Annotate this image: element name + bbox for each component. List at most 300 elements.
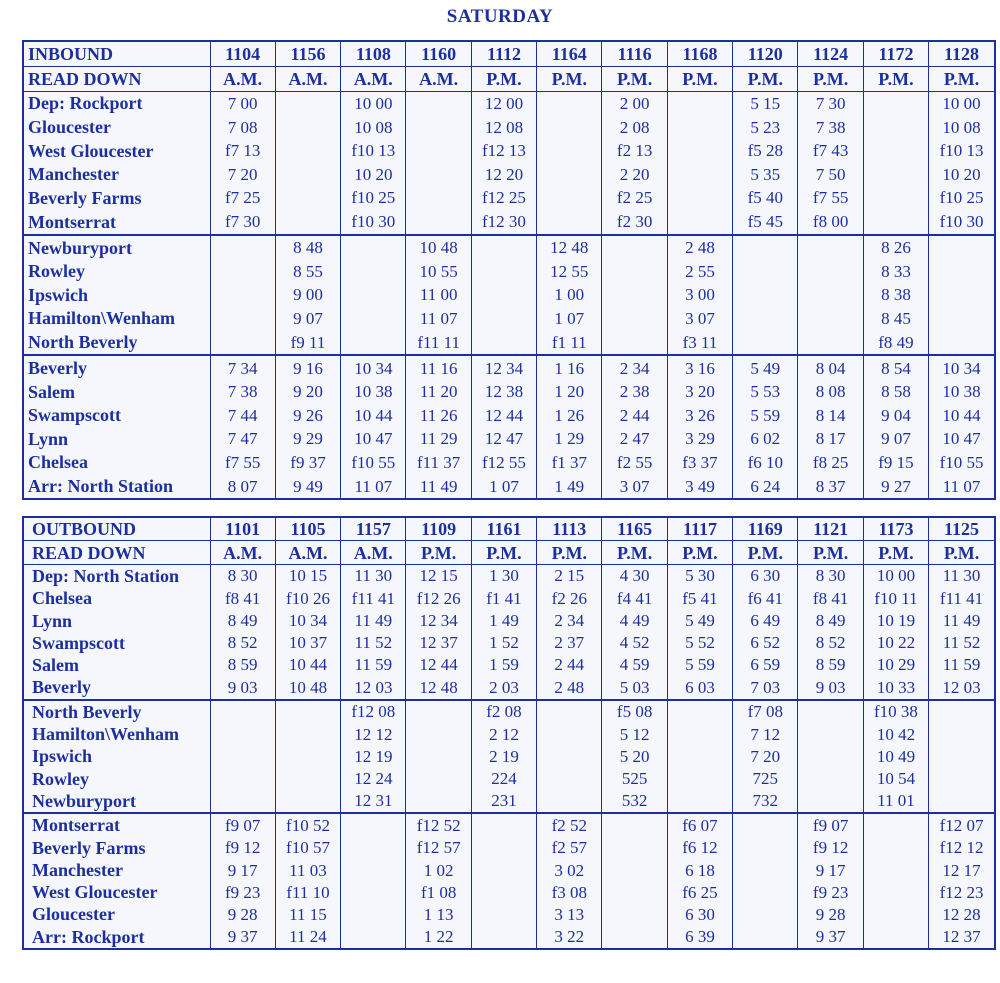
departure-time: 532 bbox=[602, 790, 667, 813]
departure-time: 12 38 bbox=[471, 380, 536, 404]
departure-time: 5 23 bbox=[733, 115, 798, 139]
departure-time: 12 37 bbox=[929, 926, 994, 948]
station-row bbox=[24, 587, 994, 609]
departure-time: f1 08 bbox=[406, 881, 471, 903]
departure-time: 10 22 bbox=[863, 632, 928, 654]
departure-time: 7 30 bbox=[798, 91, 863, 115]
departure-time: f7 30 bbox=[210, 210, 275, 235]
departure-time: f11 37 bbox=[406, 451, 471, 475]
departure-time: 10 42 bbox=[863, 723, 928, 745]
station-name: Montserrat bbox=[28, 211, 116, 232]
station-name: Beverly Farms bbox=[32, 837, 146, 858]
train-number: 1168 bbox=[667, 42, 732, 66]
departure-time bbox=[667, 700, 732, 723]
departure-time bbox=[406, 790, 471, 813]
station-name: Hamilton\Wenham bbox=[28, 308, 176, 329]
am-pm-label: P.M. bbox=[733, 541, 798, 564]
departure-time: 7 38 bbox=[798, 115, 863, 139]
am-pm-label: P.M. bbox=[602, 66, 667, 91]
departure-time bbox=[602, 926, 667, 948]
departure-time bbox=[602, 330, 667, 355]
departure-time bbox=[341, 926, 406, 948]
departure-time: f9 23 bbox=[798, 881, 863, 903]
departure-time: 10 34 bbox=[275, 609, 340, 631]
departure-time: 3 49 bbox=[667, 474, 732, 498]
departure-time: f6 41 bbox=[733, 587, 798, 609]
station-name: Beverly bbox=[24, 355, 210, 380]
departure-time: 9 37 bbox=[210, 926, 275, 948]
departure-time bbox=[471, 330, 536, 355]
station-name: Lynn bbox=[28, 428, 69, 449]
departure-time: f9 15 bbox=[863, 451, 928, 475]
station-name: Swampscott bbox=[32, 632, 125, 653]
departure-time: 8 37 bbox=[798, 474, 863, 498]
departure-time: f1 41 bbox=[471, 587, 536, 609]
departure-time: 10 00 bbox=[929, 91, 994, 115]
am-pm-label: P.M. bbox=[929, 66, 994, 91]
departure-time: 12 47 bbox=[471, 427, 536, 451]
departure-time: 5 49 bbox=[733, 355, 798, 380]
departure-time bbox=[275, 790, 340, 813]
departure-time bbox=[537, 91, 602, 115]
departure-time: 5 59 bbox=[667, 654, 732, 676]
inbound-label: INBOUND bbox=[24, 42, 210, 66]
departure-time: 3 07 bbox=[667, 307, 732, 331]
departure-time bbox=[210, 723, 275, 745]
train-number: 1117 bbox=[667, 518, 732, 541]
departure-time bbox=[733, 307, 798, 331]
departure-time bbox=[863, 186, 928, 210]
departure-time bbox=[863, 813, 928, 836]
departure-time bbox=[798, 790, 863, 813]
departure-time: 1 29 bbox=[537, 427, 602, 451]
departure-time bbox=[733, 881, 798, 903]
am-pm-label: P.M. bbox=[471, 541, 536, 564]
departure-time bbox=[602, 837, 667, 859]
departure-time: f10 57 bbox=[275, 837, 340, 859]
station-row bbox=[24, 355, 994, 380]
station-name: Gloucester bbox=[28, 117, 111, 138]
departure-time bbox=[406, 210, 471, 235]
am-pm-label: P.M. bbox=[863, 66, 928, 91]
station-name: Salem bbox=[28, 381, 75, 402]
departure-time: f11 41 bbox=[929, 587, 994, 609]
departure-time: 11 15 bbox=[275, 903, 340, 925]
station-row bbox=[24, 564, 994, 587]
departure-time bbox=[602, 859, 667, 881]
departure-time: f10 11 bbox=[863, 587, 928, 609]
departure-time: 1 02 bbox=[406, 859, 471, 881]
departure-time: 11 59 bbox=[341, 654, 406, 676]
departure-time: 10 37 bbox=[275, 632, 340, 654]
departure-time bbox=[275, 139, 340, 163]
am-pm-label: A.M. bbox=[341, 541, 406, 564]
departure-time: 1 52 bbox=[471, 632, 536, 654]
departure-time bbox=[667, 163, 732, 187]
station-row bbox=[24, 451, 994, 475]
departure-time bbox=[667, 186, 732, 210]
departure-time: 224 bbox=[471, 768, 536, 790]
departure-time: 10 48 bbox=[275, 676, 340, 699]
departure-time: 8 30 bbox=[210, 564, 275, 587]
departure-time: 2 48 bbox=[667, 235, 732, 260]
departure-time: 9 03 bbox=[798, 676, 863, 699]
station-row bbox=[24, 163, 994, 187]
outbound-header-row bbox=[24, 518, 994, 541]
departure-time: 10 34 bbox=[929, 355, 994, 380]
inbound-table bbox=[24, 42, 994, 498]
departure-time: 10 00 bbox=[863, 564, 928, 587]
departure-time bbox=[863, 837, 928, 859]
departure-time: 6 52 bbox=[733, 632, 798, 654]
train-number: 1161 bbox=[471, 518, 536, 541]
station-row bbox=[24, 115, 994, 139]
departure-time: 11 52 bbox=[929, 632, 994, 654]
departure-time: 9 17 bbox=[210, 859, 275, 881]
departure-time: 5 20 bbox=[602, 745, 667, 767]
departure-time: 10 44 bbox=[275, 654, 340, 676]
departure-time: f2 08 bbox=[471, 700, 536, 723]
departure-time: f8 49 bbox=[863, 330, 928, 355]
departure-time: 7 12 bbox=[733, 723, 798, 745]
departure-time bbox=[341, 881, 406, 903]
departure-time: 7 03 bbox=[733, 676, 798, 699]
station-name: North Beverly bbox=[24, 700, 210, 723]
departure-time: 12 20 bbox=[471, 163, 536, 187]
departure-time bbox=[929, 723, 994, 745]
station-row bbox=[24, 139, 994, 163]
departure-time bbox=[537, 186, 602, 210]
departure-time: f10 52 bbox=[275, 813, 340, 836]
station-name: North Beverly bbox=[28, 332, 138, 353]
departure-time bbox=[275, 91, 340, 115]
departure-time bbox=[798, 330, 863, 355]
departure-time bbox=[471, 813, 536, 836]
departure-time: f3 11 bbox=[667, 330, 732, 355]
departure-time bbox=[471, 307, 536, 331]
station-name: Beverly Farms bbox=[28, 187, 142, 208]
departure-time: 7 47 bbox=[210, 427, 275, 451]
departure-time: 8 49 bbox=[210, 609, 275, 631]
station-row bbox=[24, 307, 994, 331]
departure-time: 11 01 bbox=[863, 790, 928, 813]
departure-time: f11 10 bbox=[275, 881, 340, 903]
station-name: Newburyport bbox=[32, 790, 136, 811]
train-number: 1113 bbox=[537, 518, 602, 541]
departure-time bbox=[210, 283, 275, 307]
am-pm-label: A.M. bbox=[275, 66, 340, 91]
departure-time: 10 44 bbox=[929, 404, 994, 428]
station-name: Rowley bbox=[32, 768, 89, 789]
departure-time: 2 12 bbox=[471, 723, 536, 745]
departure-time bbox=[537, 790, 602, 813]
departure-time: 10 20 bbox=[341, 163, 406, 187]
train-number: 1125 bbox=[929, 518, 994, 541]
departure-time: 12 15 bbox=[406, 564, 471, 587]
departure-time bbox=[929, 307, 994, 331]
departure-time: f6 10 bbox=[733, 451, 798, 475]
station-row bbox=[24, 186, 994, 210]
departure-time: 8 26 bbox=[863, 235, 928, 260]
departure-time bbox=[341, 235, 406, 260]
departure-time: 7 44 bbox=[210, 404, 275, 428]
departure-time: 10 34 bbox=[341, 355, 406, 380]
am-pm-label: A.M. bbox=[210, 541, 275, 564]
departure-time: 11 49 bbox=[929, 609, 994, 631]
departure-time bbox=[275, 163, 340, 187]
train-number: 1121 bbox=[798, 518, 863, 541]
departure-time: f4 41 bbox=[602, 587, 667, 609]
departure-time: f1 11 bbox=[537, 330, 602, 355]
departure-time: 10 08 bbox=[929, 115, 994, 139]
departure-time: 1 16 bbox=[537, 355, 602, 380]
departure-time bbox=[602, 881, 667, 903]
departure-time: 7 20 bbox=[733, 745, 798, 767]
departure-time: 2 00 bbox=[602, 91, 667, 115]
departure-time: f10 26 bbox=[275, 587, 340, 609]
departure-time: 12 44 bbox=[406, 654, 471, 676]
station-name: Ipswich bbox=[32, 746, 93, 767]
departure-time: 231 bbox=[471, 790, 536, 813]
departure-time: f12 57 bbox=[406, 837, 471, 859]
departure-time bbox=[275, 186, 340, 210]
departure-time bbox=[929, 790, 994, 813]
departure-time: 6 03 bbox=[667, 676, 732, 699]
departure-time: 1 00 bbox=[537, 283, 602, 307]
departure-time: f9 11 bbox=[275, 330, 340, 355]
departure-time: 3 13 bbox=[537, 903, 602, 925]
station-row bbox=[24, 474, 994, 498]
departure-time bbox=[275, 768, 340, 790]
departure-time: 11 49 bbox=[406, 474, 471, 498]
departure-time: 4 49 bbox=[602, 609, 667, 631]
am-pm-label: A.M. bbox=[406, 66, 471, 91]
departure-time: f5 45 bbox=[733, 210, 798, 235]
departure-time: 3 26 bbox=[667, 404, 732, 428]
departure-time: 732 bbox=[733, 790, 798, 813]
departure-time: f11 41 bbox=[341, 587, 406, 609]
station-row bbox=[24, 632, 994, 654]
departure-time: f3 37 bbox=[667, 451, 732, 475]
train-number: 1101 bbox=[210, 518, 275, 541]
departure-time: f6 25 bbox=[667, 881, 732, 903]
departure-time: 9 00 bbox=[275, 283, 340, 307]
train-number: 1172 bbox=[863, 42, 928, 66]
am-pm-label: P.M. bbox=[537, 66, 602, 91]
departure-time bbox=[602, 813, 667, 836]
station-row bbox=[24, 903, 994, 925]
station-name: Rowley bbox=[28, 261, 85, 282]
departure-time: 8 55 bbox=[275, 259, 340, 283]
am-pm-label: P.M. bbox=[602, 541, 667, 564]
departure-time: 7 08 bbox=[210, 115, 275, 139]
train-number: 1160 bbox=[406, 42, 471, 66]
train-number: 1105 bbox=[275, 518, 340, 541]
departure-time: 8 08 bbox=[798, 380, 863, 404]
station-row bbox=[24, 380, 994, 404]
am-pm-label: P.M. bbox=[929, 541, 994, 564]
departure-time bbox=[602, 307, 667, 331]
am-pm-label: P.M. bbox=[798, 66, 863, 91]
departure-time bbox=[210, 790, 275, 813]
train-number: 1112 bbox=[471, 42, 536, 66]
departure-time bbox=[667, 139, 732, 163]
departure-time: 1 13 bbox=[406, 903, 471, 925]
train-number: 1165 bbox=[602, 518, 667, 541]
departure-time: 11 07 bbox=[929, 474, 994, 498]
am-pm-label: P.M. bbox=[667, 66, 732, 91]
departure-time: 10 55 bbox=[406, 259, 471, 283]
station-row bbox=[24, 283, 994, 307]
departure-time: 11 26 bbox=[406, 404, 471, 428]
departure-time: f7 55 bbox=[210, 451, 275, 475]
departure-time: 10 54 bbox=[863, 768, 928, 790]
departure-time: 10 48 bbox=[406, 235, 471, 260]
station-name: Arr: Rockport bbox=[32, 926, 145, 947]
departure-time bbox=[210, 700, 275, 723]
departure-time: 6 30 bbox=[667, 903, 732, 925]
departure-time: f9 23 bbox=[210, 881, 275, 903]
departure-time: 7 50 bbox=[798, 163, 863, 187]
departure-time: 5 15 bbox=[733, 91, 798, 115]
departure-time: 8 59 bbox=[210, 654, 275, 676]
departure-time: 10 15 bbox=[275, 564, 340, 587]
am-pm-label: P.M. bbox=[667, 541, 732, 564]
departure-time: f12 23 bbox=[929, 881, 994, 903]
departure-time bbox=[341, 283, 406, 307]
departure-time: 8 17 bbox=[798, 427, 863, 451]
departure-time: 12 08 bbox=[471, 115, 536, 139]
departure-time: 12 48 bbox=[406, 676, 471, 699]
departure-time: 2 37 bbox=[537, 632, 602, 654]
am-pm-label: A.M. bbox=[275, 541, 340, 564]
departure-time bbox=[733, 259, 798, 283]
departure-time bbox=[733, 330, 798, 355]
departure-time: 11 30 bbox=[341, 564, 406, 587]
departure-time: 8 58 bbox=[863, 380, 928, 404]
departure-time: f6 07 bbox=[667, 813, 732, 836]
departure-time: 1 59 bbox=[471, 654, 536, 676]
departure-time: 8 48 bbox=[275, 235, 340, 260]
departure-time bbox=[667, 790, 732, 813]
station-name: West Gloucester bbox=[32, 882, 158, 903]
departure-time bbox=[406, 115, 471, 139]
departure-time: 10 19 bbox=[863, 609, 928, 631]
departure-time: f2 52 bbox=[537, 813, 602, 836]
station-row bbox=[24, 404, 994, 428]
departure-time: 10 47 bbox=[929, 427, 994, 451]
departure-time: f12 08 bbox=[341, 700, 406, 723]
departure-time bbox=[406, 768, 471, 790]
am-pm-label: P.M. bbox=[798, 541, 863, 564]
departure-time: 3 29 bbox=[667, 427, 732, 451]
departure-time bbox=[667, 745, 732, 767]
departure-time: 9 03 bbox=[210, 676, 275, 699]
station-row bbox=[24, 654, 994, 676]
departure-time bbox=[471, 235, 536, 260]
departure-time bbox=[863, 903, 928, 925]
train-number: 1156 bbox=[275, 42, 340, 66]
departure-time bbox=[341, 859, 406, 881]
departure-time: 5 53 bbox=[733, 380, 798, 404]
am-pm-label: P.M. bbox=[863, 541, 928, 564]
departure-time: 11 24 bbox=[275, 926, 340, 948]
departure-time: f12 52 bbox=[406, 813, 471, 836]
departure-time: 9 26 bbox=[275, 404, 340, 428]
departure-time: 10 47 bbox=[341, 427, 406, 451]
departure-time bbox=[471, 837, 536, 859]
departure-time: f5 28 bbox=[733, 139, 798, 163]
departure-time: 9 07 bbox=[275, 307, 340, 331]
departure-time: 9 28 bbox=[798, 903, 863, 925]
departure-time bbox=[602, 903, 667, 925]
departure-time bbox=[210, 330, 275, 355]
departure-time: 11 20 bbox=[406, 380, 471, 404]
departure-time: 2 34 bbox=[602, 355, 667, 380]
departure-time: f10 30 bbox=[341, 210, 406, 235]
departure-time bbox=[275, 723, 340, 745]
train-number: 1169 bbox=[733, 518, 798, 541]
departure-time: 9 49 bbox=[275, 474, 340, 498]
departure-time: f12 07 bbox=[929, 813, 994, 836]
am-pm-label: P.M. bbox=[471, 66, 536, 91]
departure-time: f2 55 bbox=[602, 451, 667, 475]
station-row bbox=[24, 768, 994, 790]
departure-time bbox=[733, 813, 798, 836]
departure-time: f7 13 bbox=[210, 139, 275, 163]
departure-time bbox=[406, 700, 471, 723]
departure-time bbox=[471, 283, 536, 307]
departure-time bbox=[863, 91, 928, 115]
read-down-label: READ DOWN bbox=[24, 541, 210, 564]
departure-time: 5 30 bbox=[667, 564, 732, 587]
departure-time bbox=[863, 139, 928, 163]
departure-time: f7 43 bbox=[798, 139, 863, 163]
departure-time: 11 29 bbox=[406, 427, 471, 451]
departure-time bbox=[733, 903, 798, 925]
am-pm-label: A.M. bbox=[210, 66, 275, 91]
departure-time: 3 02 bbox=[537, 859, 602, 881]
train-number: 1109 bbox=[406, 518, 471, 541]
departure-time bbox=[929, 283, 994, 307]
station-name: Hamilton\Wenham bbox=[32, 724, 180, 745]
departure-time: f9 07 bbox=[798, 813, 863, 836]
departure-time bbox=[798, 723, 863, 745]
departure-time bbox=[471, 903, 536, 925]
train-number: 1116 bbox=[602, 42, 667, 66]
departure-time: 12 31 bbox=[341, 790, 406, 813]
departure-time: 12 00 bbox=[471, 91, 536, 115]
departure-time bbox=[733, 926, 798, 948]
departure-time bbox=[733, 859, 798, 881]
departure-time bbox=[602, 235, 667, 260]
departure-time: 2 08 bbox=[602, 115, 667, 139]
departure-time bbox=[210, 745, 275, 767]
train-number: 1173 bbox=[863, 518, 928, 541]
train-number: 1108 bbox=[341, 42, 406, 66]
departure-time: 8 59 bbox=[798, 654, 863, 676]
station-name: Arr: North Station bbox=[28, 476, 173, 497]
inbound-schedule bbox=[22, 40, 996, 500]
departure-time: 6 39 bbox=[667, 926, 732, 948]
departure-time: 4 59 bbox=[602, 654, 667, 676]
departure-time bbox=[863, 881, 928, 903]
departure-time: 5 52 bbox=[667, 632, 732, 654]
station-row bbox=[24, 926, 994, 948]
departure-time: 7 20 bbox=[210, 163, 275, 187]
departure-time: 12 03 bbox=[341, 676, 406, 699]
departure-time: f10 38 bbox=[863, 700, 928, 723]
